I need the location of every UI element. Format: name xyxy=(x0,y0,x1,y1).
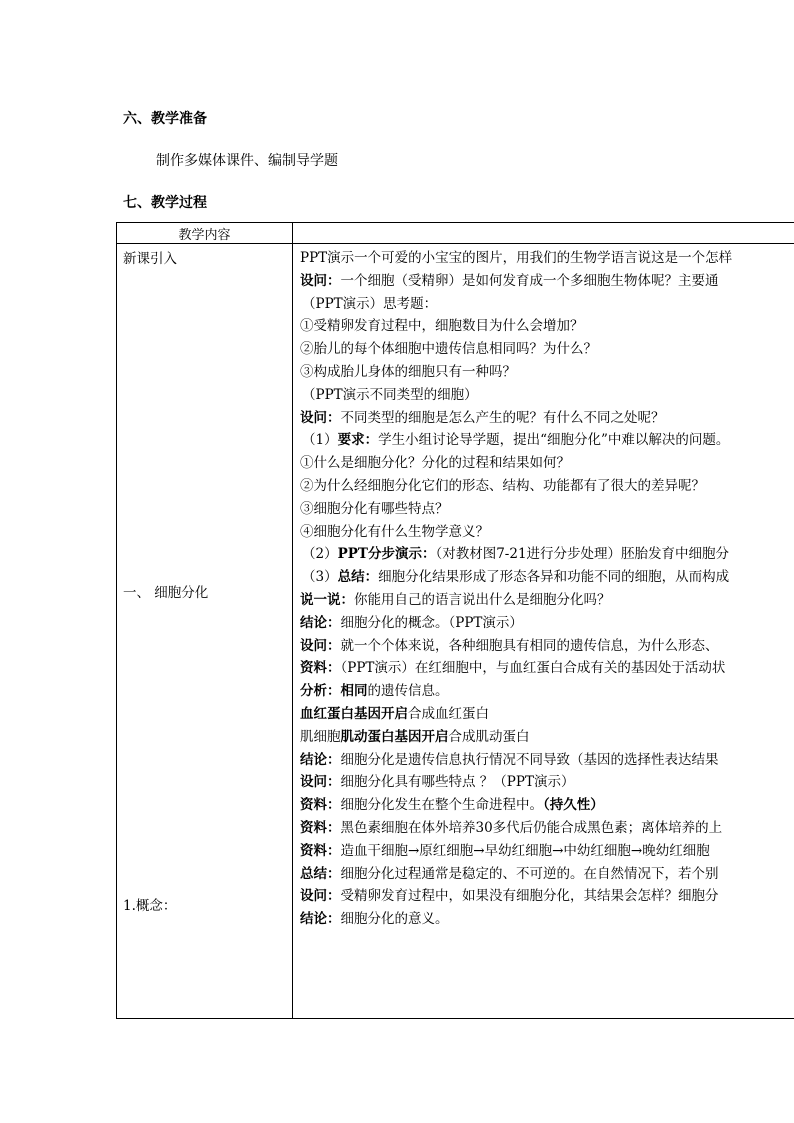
line-label: 资料： xyxy=(300,660,341,677)
line-text: （PPT演示）在红细胞中，与血红蛋白合成有关的基因处于活动状 xyxy=(340,660,726,677)
content-line xyxy=(300,749,794,772)
line-text: 黑色素细胞在体外培养30多代后仍能合成黑色素；离体培养的上 xyxy=(340,819,723,836)
content-line xyxy=(300,612,794,635)
content-line xyxy=(300,863,794,886)
teaching-preparation-text: 制作多媒体课件、编制导学题 xyxy=(156,153,338,169)
line-text: ④细胞分化有什么生物学意义？ xyxy=(300,523,489,540)
line-label: 要求： xyxy=(337,432,379,449)
line-text: 你能用自己的语言说出什么是细胞分化吗？ xyxy=(354,591,611,608)
content-line xyxy=(300,384,794,407)
content-line xyxy=(300,270,794,293)
line-text: 细胞分化的概念。（PPT演示） xyxy=(340,614,523,631)
line-text: 细胞分化是遗传信息执行情况不同导致（基因的选择性表达结果 xyxy=(340,751,719,768)
content-line xyxy=(300,840,794,863)
line-text: 的遗传信息。 xyxy=(367,683,449,700)
line-text: ②为什么经细胞分化它们的形态、结构、功能都有了很大的差异呢？ xyxy=(300,477,705,494)
line-label: 资料： xyxy=(300,819,341,836)
line-label: 设问： xyxy=(300,774,341,791)
line-text: 细胞分化具有哪些特点 ？（PPT演示） xyxy=(340,774,575,791)
line-label: 资料： xyxy=(300,842,341,859)
content-line xyxy=(300,475,794,498)
section-6-heading: 六、教学准备 xyxy=(123,111,207,127)
left-cell-intro: 新课引入 xyxy=(123,251,177,267)
line-label: 说一说： xyxy=(300,591,354,608)
content-line xyxy=(300,680,794,703)
line-label: 设问： xyxy=(300,272,341,289)
line-text: 细胞分化的意义。 xyxy=(340,911,449,928)
line-text: （PPT演示不同类型的细胞） xyxy=(302,386,478,403)
line-suffix: （持久性） xyxy=(543,797,604,814)
content-line xyxy=(300,817,794,840)
content-line xyxy=(300,247,794,270)
line-label: 分析：相同 xyxy=(300,683,368,700)
teaching-content-column xyxy=(300,247,794,931)
content-line xyxy=(300,885,794,908)
line-text: 学生小组讨论导学题，提出“细胞分化”中难以解决的问题。 xyxy=(378,432,730,449)
line-pre: 肌细胞 xyxy=(300,728,341,745)
line-text: ③构成胎儿身体的细胞只有一种吗？ xyxy=(300,363,516,380)
content-line xyxy=(300,521,794,544)
line-label: 资料： xyxy=(300,797,341,814)
line-text: ①受精卵发育过程中，细胞数目为什么会增加？ xyxy=(300,318,584,335)
content-line xyxy=(300,589,794,612)
line-text: 受精卵发育过程中，如果没有细胞分化，其结果会怎样？细胞分 xyxy=(340,888,719,905)
line-prefix: （1） xyxy=(302,432,338,449)
line-label: 总结： xyxy=(300,865,341,882)
line-label: 结论： xyxy=(300,911,341,928)
content-line xyxy=(300,635,794,658)
content-line xyxy=(300,703,794,726)
line-label: 肌动蛋白基因开启 xyxy=(340,728,449,745)
line-text: 细胞分化发生在整个生命进程中。 xyxy=(340,797,543,814)
header-divider xyxy=(117,243,794,244)
line-text: ①什么是细胞分化？分化的过程和结果如何？ xyxy=(300,455,570,472)
line-text: 细胞分化结果形成了形态各异和功能不同的细胞，从而构成 xyxy=(378,569,730,586)
column-divider xyxy=(292,223,293,1018)
line-label: 设问： xyxy=(300,888,341,905)
column-header-content: 教学内容 xyxy=(178,228,231,243)
line-label: 设问： xyxy=(300,409,341,426)
content-line xyxy=(300,338,794,361)
line-text: （PPT演示）思考题： xyxy=(302,295,438,312)
left-cell-concept: 1.概念： xyxy=(123,898,177,914)
line-text: PPT演示一个可爱的小宝宝的图片，用我们的生物学语言说这是一个怎样 xyxy=(300,250,733,266)
line-text: 就一个个体来说，各种细胞具有相同的遗传信息，为什么形态、 xyxy=(340,637,719,654)
content-line xyxy=(300,726,794,749)
line-text: （对教材图7-21进行分步处理）胚胎发育中细胞分 xyxy=(435,546,730,563)
section-7-heading: 七、教学过程 xyxy=(123,195,207,211)
line-text: 合成肌动蛋白 xyxy=(448,728,530,745)
line-text: ③细胞分化有哪些特点？ xyxy=(300,500,449,517)
line-text: 不同类型的细胞是怎么产生的呢？有什么不同之处呢？ xyxy=(340,409,665,426)
line-label: 结论： xyxy=(300,751,341,768)
content-line xyxy=(300,452,794,475)
content-line xyxy=(300,315,794,338)
line-label: 设问： xyxy=(300,637,341,654)
line-prefix: （2） xyxy=(302,546,338,563)
content-line xyxy=(300,429,794,452)
content-line xyxy=(300,293,794,316)
line-prefix: （3） xyxy=(302,569,338,586)
left-cell-cell-differentiation: 一、 细胞分化 xyxy=(123,585,209,601)
content-line xyxy=(300,498,794,521)
content-line xyxy=(300,794,794,817)
content-line xyxy=(300,908,794,931)
content-line xyxy=(300,543,794,566)
line-text: 造血干细胞→原红细胞→早幼红细胞→中幼红细胞→晚幼红细胞 xyxy=(340,842,710,859)
content-line xyxy=(300,771,794,794)
content-line xyxy=(300,566,794,589)
content-line xyxy=(300,407,794,430)
line-text: 一个细胞（受精卵）是如何发育成一个多细胞生物体呢？主要通 xyxy=(340,272,719,289)
line-text: ②胎儿的每个体细胞中遗传信息相同吗？为什么？ xyxy=(300,341,597,358)
teaching-process-table xyxy=(116,222,794,1019)
line-label: 总结： xyxy=(337,569,379,586)
line-text: 细胞分化过程通常是稳定的、不可逆的。在自然情况下，若个别 xyxy=(340,865,719,882)
line-label: PPT分步演示： xyxy=(337,546,436,563)
line-label: 结论： xyxy=(300,614,341,631)
line-label: 血红蛋白基因开启 xyxy=(300,705,408,722)
content-line xyxy=(300,361,794,384)
content-line xyxy=(300,657,794,680)
line-text: 合成血红蛋白 xyxy=(408,705,489,722)
